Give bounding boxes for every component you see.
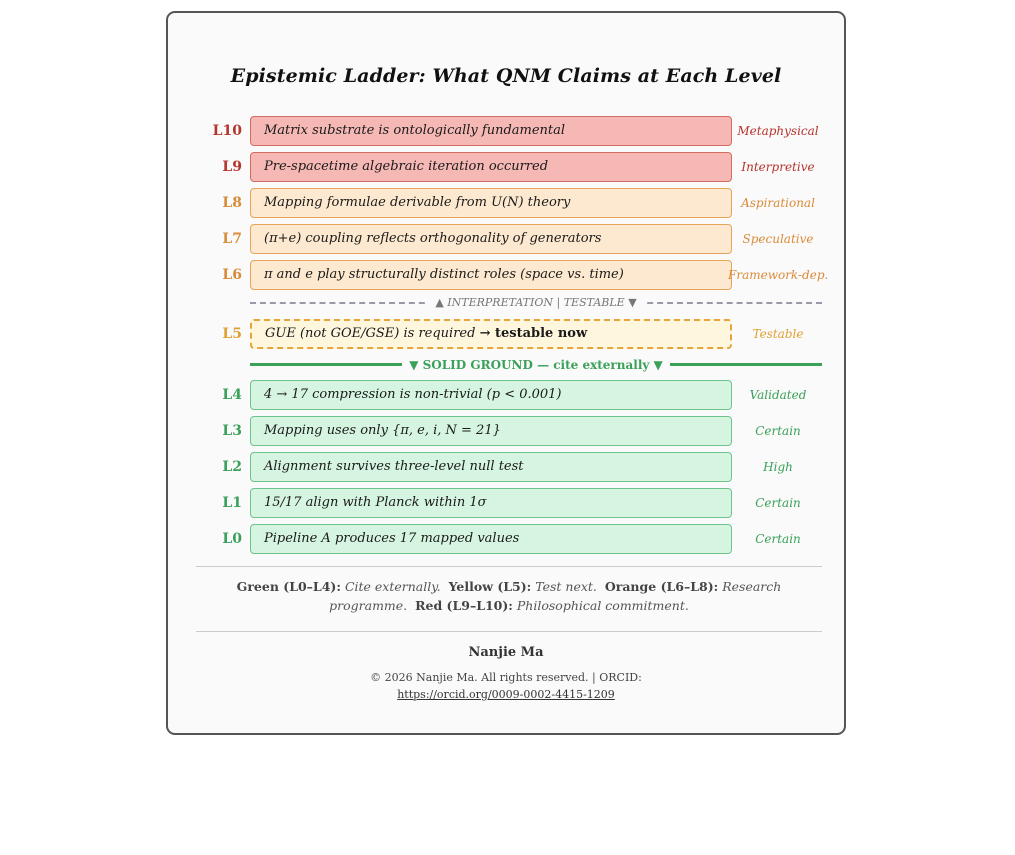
claim-box: Mapping formulae derivable from U(N) theory: [250, 188, 732, 218]
level-label: L10: [212, 123, 242, 139]
interpretation-divider: [250, 295, 822, 311]
legend-orange-text: Research programme.: [329, 579, 782, 613]
ladder-row-l0: [168, 523, 848, 555]
level-label: L1: [222, 495, 242, 511]
legend-red-label: Red (L9–L10):: [415, 598, 513, 613]
claim-box: [250, 319, 732, 349]
divider-label: ▼ SOLID GROUND — cite externally ▼: [402, 358, 670, 372]
legend-orange-label: Orange (L6–L8):: [604, 579, 719, 594]
status-label: Metaphysical: [737, 124, 819, 138]
claim-box: Alignment survives three-level null test: [250, 452, 732, 482]
level-label: L9: [222, 159, 242, 175]
copyright-block: [168, 669, 844, 703]
status-label: Aspirational: [741, 196, 815, 210]
ladder-row-l3: [168, 415, 848, 447]
solid-ground-divider: [250, 357, 822, 373]
ladder-row-l9: [168, 151, 848, 183]
separator: [196, 631, 822, 632]
claim-text: GUE (not GOE/GSE) is required: [265, 326, 476, 341]
level-label: L7: [222, 231, 242, 247]
claim-emphasis: → testable now: [479, 326, 588, 341]
legend-yellow-label: Yellow (L5):: [448, 579, 532, 594]
level-label: L2: [222, 459, 242, 475]
claim-box: Pipeline A produces 17 mapped values: [250, 524, 732, 554]
claim-box: π and e play structurally distinct roles (space vs. time): [250, 260, 732, 290]
ladder-row-l2: [168, 451, 848, 483]
ladder-row-l10: [168, 115, 848, 147]
legend: [198, 577, 820, 615]
status-label: Interpretive: [741, 160, 815, 174]
status-label: Certain: [755, 532, 801, 546]
ladder-row-l4: [168, 379, 848, 411]
status-label: Certain: [755, 424, 801, 438]
status-label: Speculative: [742, 232, 814, 246]
level-label: L6: [222, 267, 242, 283]
level-label: L3: [222, 423, 242, 439]
claim-box: Mapping uses only {π, e, i, N = 21}: [250, 416, 732, 446]
legend-green-label: Green (L0–L4):: [236, 579, 341, 594]
ladder-row-l6: [168, 259, 848, 291]
legend-yellow-text: Test next.: [535, 579, 597, 594]
ladder-card: [166, 11, 846, 735]
separator: [196, 566, 822, 567]
level-label: L8: [222, 195, 242, 211]
level-label: L5: [222, 326, 242, 342]
ladder-row-l8: [168, 187, 848, 219]
status-label: Validated: [749, 388, 807, 402]
divider-label: ▲ INTERPRETATION | TESTABLE ▼: [428, 296, 643, 309]
legend-green-text: Cite externally.: [344, 579, 441, 594]
claim-box: Pre-spacetime algebraic iteration occurred: [250, 152, 732, 182]
level-label: L4: [222, 387, 242, 403]
status-label: Certain: [755, 496, 801, 510]
copyright-text: © 2026 Nanjie Ma. All rights reserved. | ORCID:: [370, 671, 642, 684]
ladder-row-l7: [168, 223, 848, 255]
level-label: L0: [222, 531, 242, 547]
page-title: Epistemic Ladder: What QNM Claims at Each Level: [230, 65, 782, 87]
orcid-link[interactable]: https://orcid.org/0009-0002-4415-1209: [397, 688, 615, 701]
status-label: Framework-dep.: [728, 268, 829, 282]
legend-red-text: Philosophical commitment.: [516, 598, 689, 613]
claim-box: 4 → 17 compression is non-trivial (p < 0.001): [250, 380, 732, 410]
author-name: Nanjie Ma: [468, 645, 544, 660]
claim-box: 15/17 align with Planck within 1σ: [250, 488, 732, 518]
claim-box: (π+e) coupling reflects orthogonality of generators: [250, 224, 732, 254]
claim-box: Matrix substrate is ontologically fundamental: [250, 116, 732, 146]
status-label: Testable: [752, 327, 804, 341]
ladder-row-l5: [168, 318, 848, 350]
status-label: High: [763, 460, 793, 474]
ladder-row-l1: [168, 487, 848, 519]
